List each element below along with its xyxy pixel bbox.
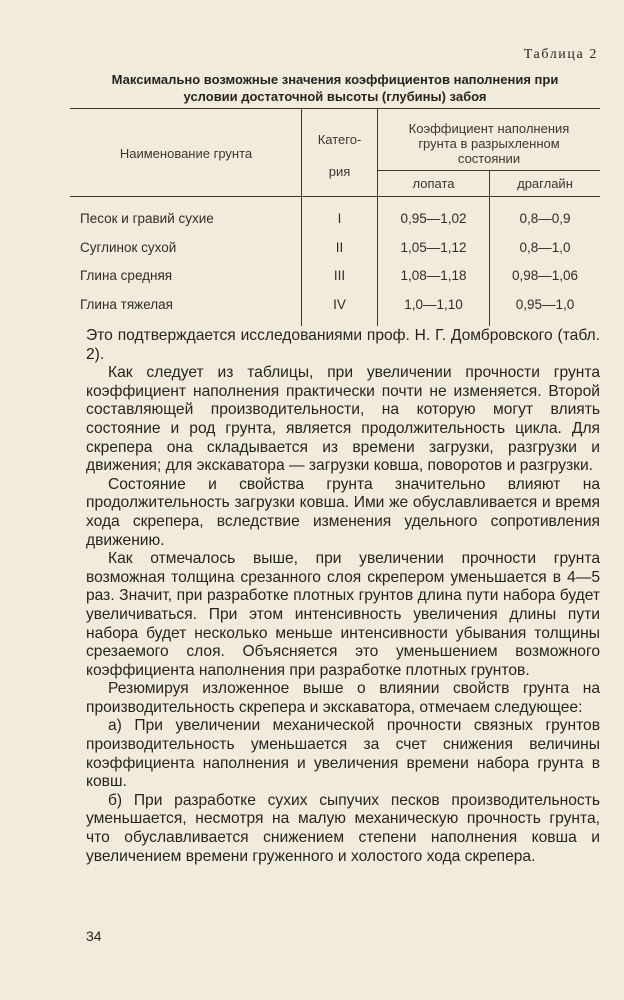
cell-category: II bbox=[335, 240, 344, 255]
header-soil-name: Наименование грунта bbox=[119, 146, 253, 161]
cell-dragline: 0,8—1,0 bbox=[519, 240, 571, 255]
cell-soil: Глина тяжелая bbox=[80, 297, 173, 312]
cell-shovel: 1,0—1,10 bbox=[404, 297, 463, 312]
cell-shovel: 1,08—1,18 bbox=[400, 268, 467, 283]
paragraph: Состояние и свойства грунта значительно влияют на продолжительность загрузки ковша. Ими же обуславливается и время хода скрепера, вследствие изменения удельного сопротивления движению. bbox=[86, 475, 600, 549]
paragraph: Это подтверждается исследованиями проф. Н. Г. Домбровского (табл. 2). bbox=[86, 327, 600, 363]
paragraph: Как отмечалось выше, при увеличении прочности грунта возможная толщина срезанного слоя скрепером уменьшается в 4—5 раз. Значит, при разработке плотных грунтов длина пути набора будет увеличиваться. При этом интенсивность увеличения длины пути набора будет несколько меньше интенсивности убывания толщины срезаемого слоя. Объясняется это уменьшением возможного коэффициента наполнения при разработке плотных грунтов. bbox=[86, 550, 600, 679]
table-label: Таблица 2 bbox=[523, 47, 598, 62]
page-number: 34 bbox=[86, 928, 102, 944]
cell-dragline: 0,8—0,9 bbox=[519, 211, 571, 226]
header-coefficient-line: грунта в разрыхленном bbox=[418, 136, 560, 151]
paragraph: а) При увеличении механической прочности связных грунтов производительность уменьшается за счет снижения величины коэффициента наполнения и увеличения времени набора грунта в ковш. bbox=[86, 717, 600, 791]
table-top-rule bbox=[70, 108, 600, 109]
cell-shovel: 1,05—1,12 bbox=[400, 240, 467, 255]
cell-soil: Глина средняя bbox=[80, 268, 173, 283]
table-header-bottom-rule bbox=[70, 196, 600, 197]
header-coefficient-line: Коэффициент наполнения bbox=[408, 121, 570, 136]
cell-soil: Суглинок сухой bbox=[80, 240, 177, 255]
cell-shovel: 0,95—1,02 bbox=[400, 211, 467, 226]
cell-category: III bbox=[333, 268, 346, 283]
cell-soil: Песок и гравий сухие bbox=[80, 211, 214, 226]
table-title-line: условии достаточной высоты (глубины) забоя bbox=[183, 89, 487, 104]
cell-dragline: 0,98—1,06 bbox=[511, 268, 579, 283]
header-shovel: лопата bbox=[412, 176, 455, 191]
table-title bbox=[70, 71, 600, 105]
paragraph: Резюмируя изложенное выше о влиянии свойств грунта на производительность скрепера и экскаватора, отмечаем следующее: bbox=[86, 680, 600, 716]
header-dragline: драглайн bbox=[517, 176, 573, 191]
header-coefficient bbox=[379, 121, 599, 166]
paragraph: б) При разработке сухих сыпучих песков производительность уменьшается, несмотря на малую механическую прочность грунта, что обуславливается снижением степени наполнения ковша и увеличением времени груженного и холостого хода скрепера. bbox=[86, 791, 600, 865]
table-title-line: Максимально возможные значения коэффициентов наполнения при bbox=[111, 72, 559, 87]
header-category-line: рия bbox=[328, 164, 351, 179]
paragraph: Как следует из таблицы, при увеличении прочности грунта коэффициент наполнения практически почти не изменяется. Второй составляющей производительности, на которую могут влиять состояние и род грунта, является продолжительность цикла. Для скрепера она складывается из времени загрузки, разгрузки и движения; для экскаватора — загрузки ковша, поворотов и разгрузки. bbox=[86, 364, 600, 475]
header-category bbox=[302, 124, 377, 188]
cell-dragline: 0,95—1,0 bbox=[515, 297, 575, 312]
header-coefficient-line: состоянии bbox=[457, 151, 521, 166]
cell-category: I bbox=[337, 211, 342, 226]
header-category-line: Катего- bbox=[317, 132, 362, 147]
cell-category: IV bbox=[333, 297, 346, 312]
body-text bbox=[86, 327, 600, 866]
